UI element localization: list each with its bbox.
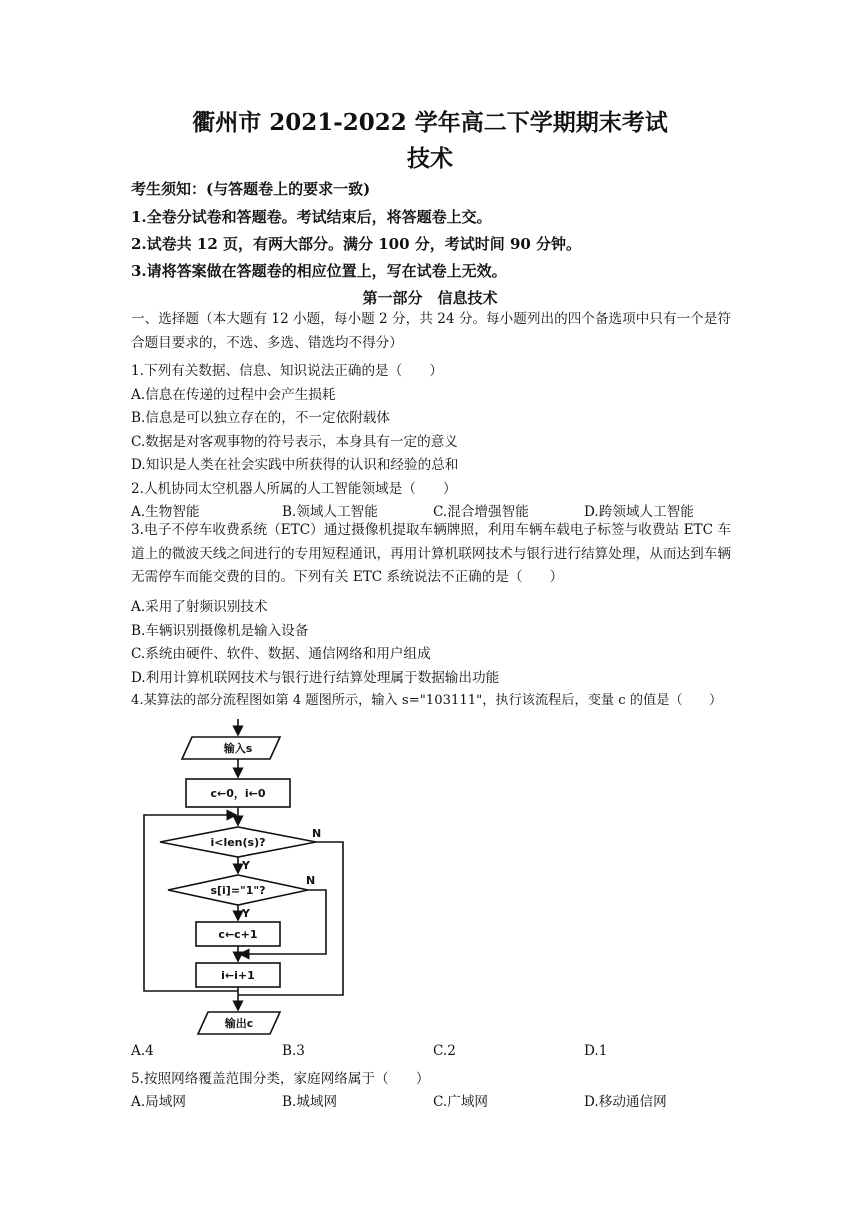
flow-no-label: N bbox=[312, 827, 322, 840]
question-5-option-a: A.局域网 bbox=[131, 1094, 186, 1110]
notice-item: 1.全卷分试卷和答题卷。考试结束后，将答题卷上交。 bbox=[131, 208, 492, 226]
flow-cond1-label: i<len(s)? bbox=[210, 836, 266, 849]
question-1-option-c: C.数据是对客观事物的符号表示，本身具有一定的意义 bbox=[131, 434, 458, 450]
flow-init-label: c←0，i←0 bbox=[210, 787, 266, 800]
question-3-option-c: C.系统由硬件、软件、数据、通信网络和用户组成 bbox=[131, 646, 431, 662]
question-4-option-c: C.2 bbox=[433, 1043, 456, 1059]
question-5-option-b: B.城域网 bbox=[282, 1094, 338, 1110]
flow-inc-i-label: i←i+1 bbox=[221, 969, 255, 982]
flow-no-label: N bbox=[306, 874, 316, 887]
question-2-stem: 2.人机协同太空机器人所属的人工智能领域是（ ） bbox=[131, 481, 457, 497]
exam-subject: 技术 bbox=[407, 145, 453, 172]
question-3-stem: 3.电子不停车收费系统（ETC）通过摄像机提取车辆牌照，利用车辆车载电子标签与收费站 ETC 车道上的微波天线之间进行的专用短程通讯，再用计算机联网技术与银行进行结算处理，从而达到车辆无需停车而能交费的目的。下列有关 ETC 系统说法不正确的是（ ） bbox=[131, 522, 731, 585]
flow-inc-c-label: c←c+1 bbox=[218, 928, 258, 941]
notice-heading: 考生须知：(与答题卷上的要求一致) bbox=[131, 180, 371, 198]
flow-output-label: 输出c bbox=[224, 1017, 254, 1030]
question-4-flowchart bbox=[130, 715, 360, 1040]
question-5-option-c: C.广域网 bbox=[433, 1094, 489, 1110]
question-2-option-c: C.混合增强智能 bbox=[433, 504, 529, 520]
question-5-stem: 5.按照网络覆盖范围分类，家庭网络属于（ ） bbox=[131, 1071, 430, 1087]
question-5-option-d: D.移动通信网 bbox=[584, 1094, 667, 1110]
question-1-option-a: A.信息在传递的过程中会产生损耗 bbox=[131, 387, 336, 403]
question-3-option-a: A.采用了射频识别技术 bbox=[131, 599, 268, 615]
flow-yes-label: Y bbox=[242, 859, 250, 872]
question-1-stem: 1.下列有关数据、信息、知识说法正确的是（ ） bbox=[131, 363, 444, 379]
question-1-option-b: B.信息是可以独立存在的，不一定依附载体 bbox=[131, 410, 390, 426]
question-2-option-b: B.领域人工智能 bbox=[282, 504, 378, 520]
notice-item: 3.请将答案做在答题卷的相应位置上，写在试卷上无效。 bbox=[131, 262, 507, 280]
flow-cond2-label: s[i]="1"? bbox=[210, 884, 266, 897]
question-2-option-a: A.生物智能 bbox=[131, 504, 200, 520]
section-title: 第一部分 信息技术 bbox=[362, 289, 498, 307]
question-4-option-b: B.3 bbox=[282, 1043, 305, 1059]
section-instructions: 一、选择题（本大题有 12 小题，每小题 2 分，共 24 分。每小题列出的四个备选项中只有一个是符合题目要求的，不选、多选、错选均不得分） bbox=[131, 311, 731, 351]
flow-yes-label: Y bbox=[242, 907, 250, 920]
question-3-option-b: B.车辆识别摄像机是输入设备 bbox=[131, 623, 309, 639]
question-3-option-d: D.利用计算机联网技术与银行进行结算处理属于数据输出功能 bbox=[131, 670, 500, 686]
question-4-option-d: D.1 bbox=[584, 1043, 608, 1059]
flow-input-label: 输入s bbox=[223, 742, 253, 755]
exam-title: 衢州市 2021-2022 学年高二下学期期末考试 bbox=[192, 109, 668, 136]
question-4-stem: 4.某算法的部分流程图如第 4 题图所示，输入 s="103111"，执行该流程后，变量 c 的值是（ ） bbox=[131, 693, 723, 708]
notice-item: 2.试卷共 12 页，有两大部分。满分 100 分，考试时间 90 分钟。 bbox=[131, 235, 582, 253]
question-1-option-d: D.知识是人类在社会实践中所获得的认识和经验的总和 bbox=[131, 457, 459, 473]
question-4-option-a: A.4 bbox=[131, 1043, 154, 1059]
question-2-option-d: D.跨领域人工智能 bbox=[584, 504, 694, 520]
